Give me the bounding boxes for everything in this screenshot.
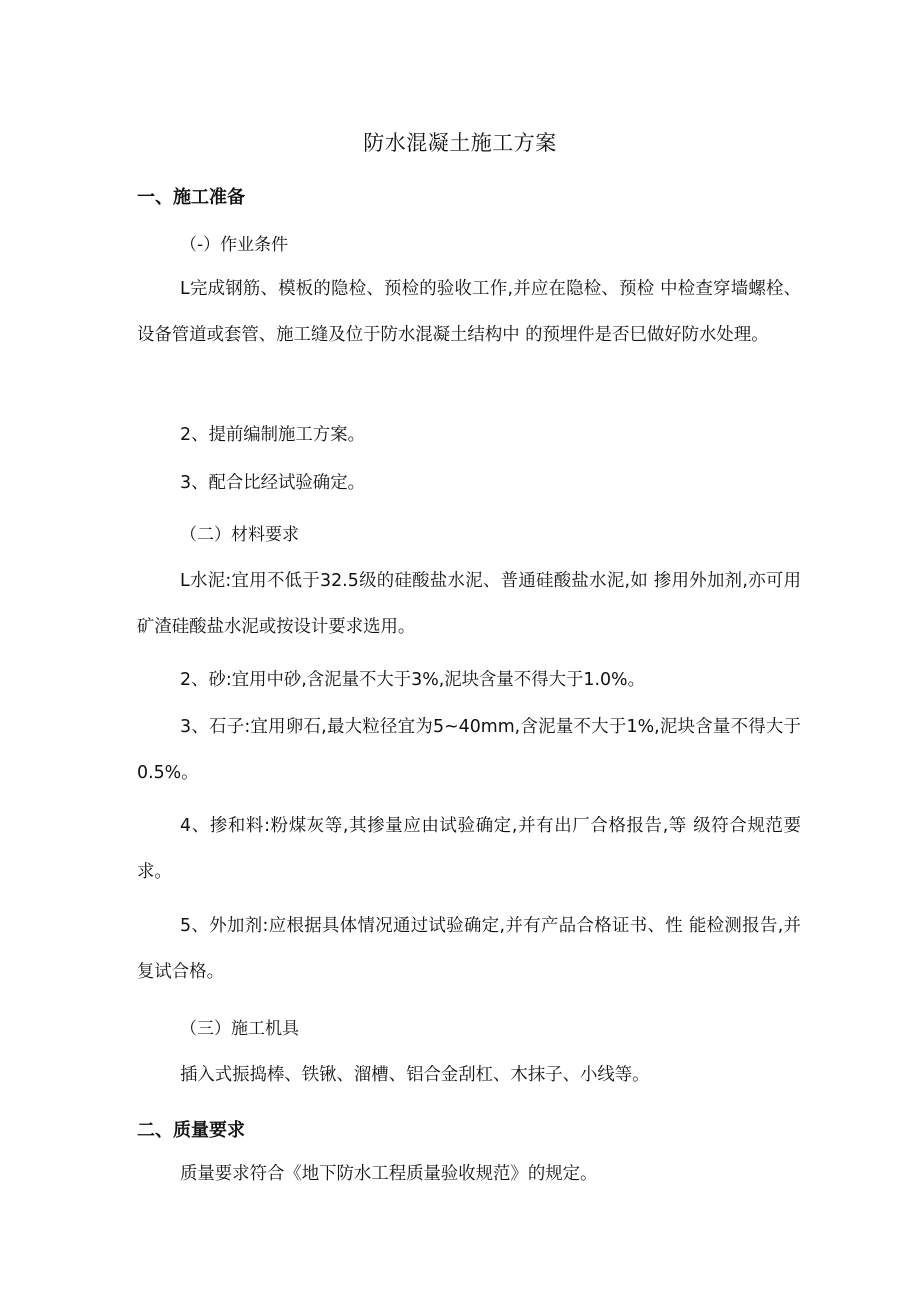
section-heading-preparation: 一、施工准备: [137, 187, 245, 208]
material-item-cement: L水泥:宜用不低于32.5级的硅酸盐水泥、普通硅酸盐水泥,如 掺用外加剂,亦可用矿渣硅酸盐水泥或按设计要求选用。: [137, 571, 801, 637]
material-item-admixture-chemical: 5、外加剂:应根据具体情况通过试验确定,并有产品合格证书、性 能检测报告,并复试合格。: [137, 916, 801, 982]
construction-tools-list: 插入式振捣棒、铁锹、溜槽、铝合金刮杠、木抹子、小线等。: [180, 1065, 650, 1085]
subsection-heading-work-conditions: （-）作业条件: [180, 235, 289, 255]
subsection-heading-construction-tools: （三）施工机具: [180, 1019, 299, 1039]
document-title: 防水混凝土施工方案: [363, 131, 557, 155]
material-item-sand: 2、砂:宜用中砂,含泥量不大于3%,泥块含量不得大于1.0%。: [180, 670, 645, 690]
subsection-heading-material-requirements: （二）材料要求: [180, 525, 299, 545]
quality-requirement-text: 质量要求符合《地下防水工程质量验收规范》的规定。: [180, 1164, 598, 1184]
section-heading-quality: 二、质量要求: [137, 1120, 245, 1141]
work-conditions-item-1: L完成钢筋、模板的隐检、预检的验收工作,并应在隐检、预检 中检查穿墙螺栓、设备管道或套管、施工缝及位于防水混凝土结构中 的预埋件是否巳做好防水处理。: [137, 279, 801, 345]
work-conditions-item-2: 2、提前编制施工方案。: [180, 425, 365, 445]
material-item-admixture-mineral: 4、掺和料:粉煤灰等,其掺量应由试验确定,并有出厂合格报告,等 级符合规范要求。: [137, 816, 801, 882]
material-item-stone: 3、石子:宜用卵石,最大粒径宜为5~40mm,含泥量不大于1%,泥块含量不得大于0.5%。: [137, 717, 801, 783]
work-conditions-item-3: 3、配合比经试验确定。: [180, 473, 365, 493]
